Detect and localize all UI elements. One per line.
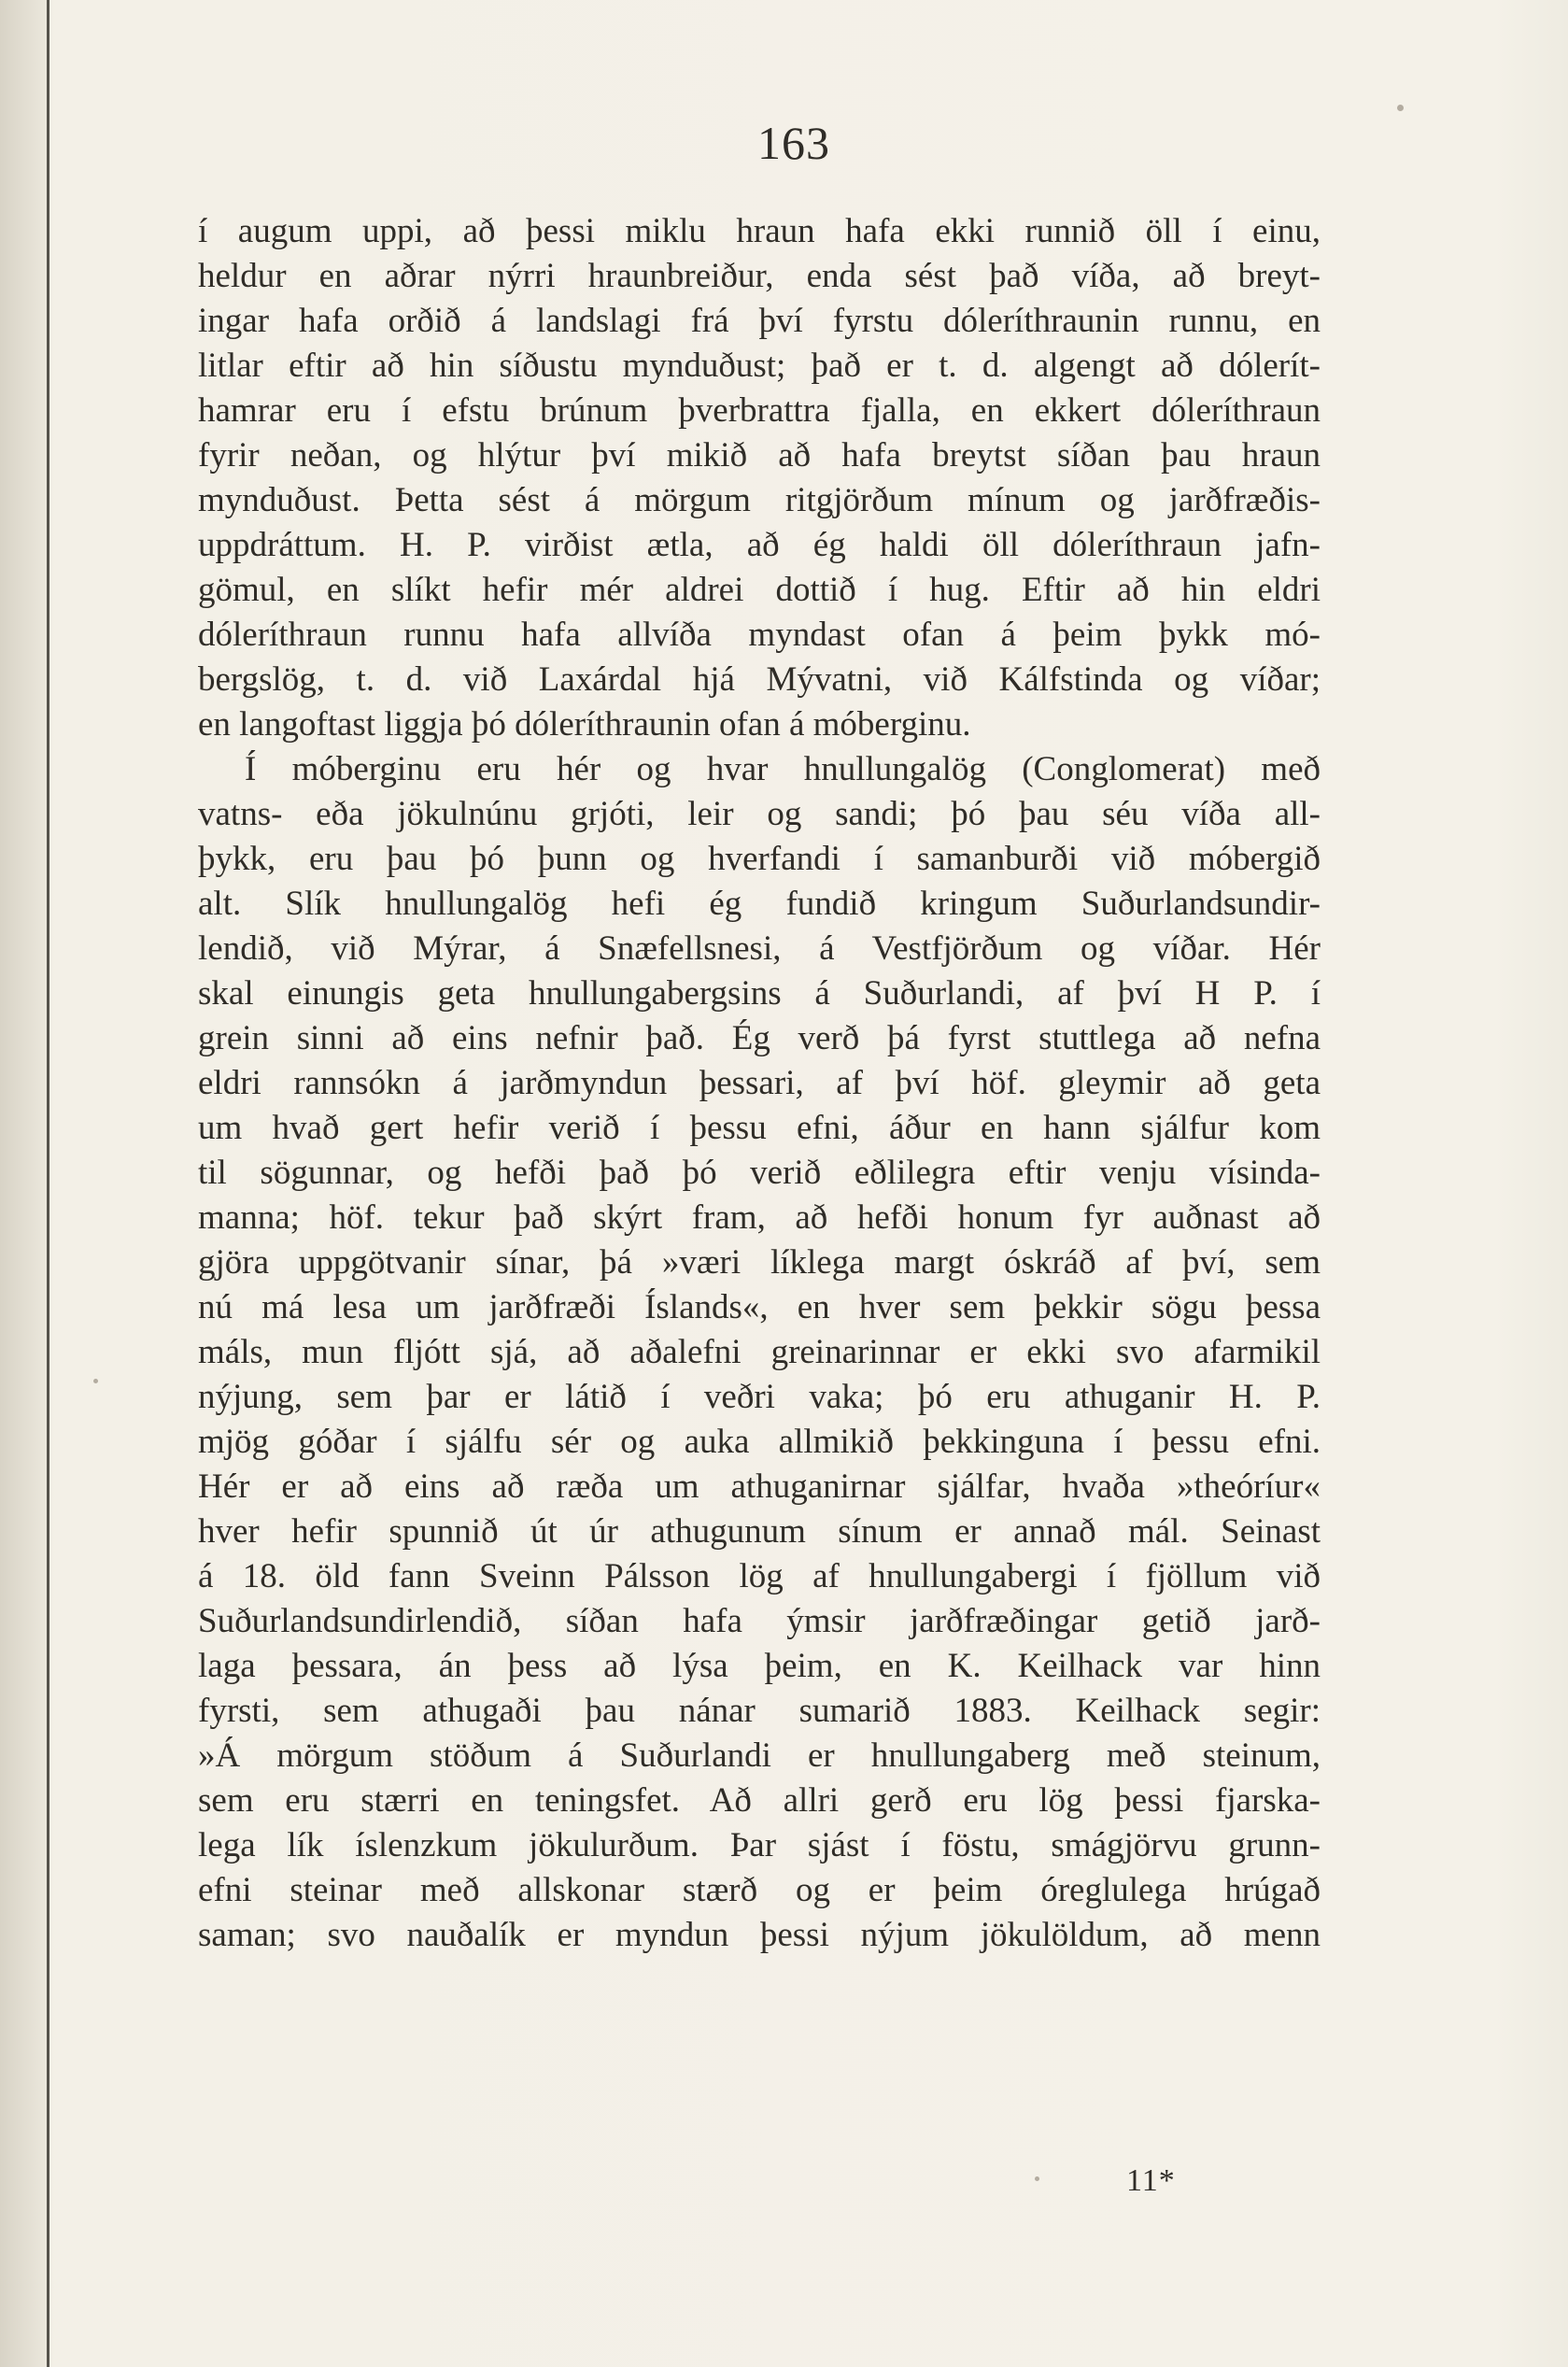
text-line: vatns- eða jökulnúnu grjóti, leir og sandi; þó þau séu víða all- bbox=[198, 795, 1321, 833]
text-line: mynduðust. Þetta sést á mörgum ritgjörðum mínum og jarðfræðis- bbox=[198, 481, 1321, 519]
paper-speck bbox=[1035, 2176, 1039, 2181]
text-line: grein sinni að eins nefnir það. Ég verð þá fyrst stuttlega að nefna bbox=[198, 1019, 1321, 1057]
text-line: fyrsti, sem athugaði þau nánar sumarið 1883. Keilhack segir: bbox=[198, 1692, 1321, 1730]
text-line: hver hefir spunnið út úr athugunum sínum er annað mál. Seinast bbox=[198, 1512, 1321, 1551]
text-line-paragraph-end: en langoftast liggja þó dóleríthraunin ofan á móberginu. bbox=[198, 705, 971, 744]
text-line: gömul, en slíkt hefir mér aldrei dottið í hug. Eftir að hin eldri bbox=[198, 571, 1321, 609]
text-line-paragraph-start: Í móberginu eru hér og hvar hnullungalög (Conglomerat) með bbox=[245, 750, 1321, 788]
text-line: sem eru stærri en teningsfet. Að allri gerð eru lög þessi fjarska- bbox=[198, 1781, 1321, 1820]
text-line: »Á mörgum stöðum á Suðurlandi er hnullungaberg með steinum, bbox=[198, 1736, 1321, 1775]
text-line: lendið, við Mýrar, á Snæfellsnesi, á Vestfjörðum og víðar. Hér bbox=[198, 929, 1321, 968]
text-line: Suðurlandsundirlendið, síðan hafa ýmsir jarðfræðingar getið jarð- bbox=[198, 1602, 1321, 1640]
text-line: ingar hafa orðið á landslagi frá því fyrstu dóleríthraunin runnu, en bbox=[198, 302, 1321, 340]
text-line: manna; höf. tekur það skýrt fram, að hefði honum fyr auðnast að bbox=[198, 1198, 1321, 1237]
signature-mark: 11* bbox=[1126, 2163, 1176, 2198]
text-line: litlar eftir að hin síðustu mynduðust; það er t. d. algengt að dólerít- bbox=[198, 347, 1321, 385]
text-line: uppdráttum. H. P. virðist ætla, að ég haldi öll dóleríthraun jafn- bbox=[198, 526, 1321, 564]
text-line: skal einungis geta hnullungabergsins á Suðurlandi, af því H P. í bbox=[198, 974, 1321, 1013]
binding-edge bbox=[47, 0, 49, 2367]
text-line: um hvað gert hefir verið í þessu efni, áður en hann sjálfur kom bbox=[198, 1109, 1321, 1147]
text-line: saman; svo nauðalík er myndun þessi nýjum jökulöldum, að menn bbox=[198, 1916, 1321, 1954]
body-text bbox=[198, 209, 1321, 1958]
text-line: hamrar eru í efstu brúnum þverbrattra fjalla, en ekkert dóleríthraun bbox=[198, 391, 1321, 430]
text-line: lega lík íslenzkum jökulurðum. Þar sjást í föstu, smágjörvu grunn- bbox=[198, 1826, 1321, 1864]
paper-speck bbox=[1397, 105, 1404, 111]
text-line: eldri rannsókn á jarðmyndun þessari, af því höf. gleymir að geta bbox=[198, 1064, 1321, 1102]
text-line: laga þessara, án þess að lýsa þeim, en K. Keilhack var hinn bbox=[198, 1647, 1321, 1685]
text-line: Hér er að eins að ræða um athuganirnar sjálfar, hvaða »theóríur« bbox=[198, 1467, 1321, 1506]
text-line: nýjung, sem þar er látið í veðri vaka; þó eru athuganir H. P. bbox=[198, 1378, 1321, 1416]
text-line: til sögunnar, og hefði það þó verið eðlilegra eftir venju vísinda- bbox=[198, 1154, 1321, 1192]
text-line: dóleríthraun runnu hafa allvíða myndast ofan á þeim þykk mó- bbox=[198, 616, 1321, 654]
text-line: nú má lesa um jarðfræði Íslands«, en hver sem þekkir sögu þessa bbox=[198, 1288, 1321, 1326]
text-line: í augum uppi, að þessi miklu hraun hafa ekki runnið öll í einu, bbox=[198, 212, 1321, 250]
text-line: mjög góðar í sjálfu sér og auka allmikið þekkinguna í þessu efni. bbox=[198, 1423, 1321, 1461]
page-number: 163 bbox=[757, 117, 830, 169]
text-line: gjöra uppgötvanir sínar, þá »væri líklega margt óskráð af því, sem bbox=[198, 1243, 1321, 1282]
text-line: bergslög, t. d. við Laxárdal hjá Mývatni, við Kálfstinda og víðar; bbox=[198, 660, 1321, 699]
binding-shadow bbox=[0, 0, 47, 2367]
paper-speck bbox=[93, 1379, 98, 1383]
text-line: efni steinar með allskonar stærð og er þeim óreglulega hrúgað bbox=[198, 1871, 1321, 1909]
text-line: heldur en aðrar nýrri hraunbreiður, enda sést það víða, að breyt- bbox=[198, 257, 1321, 295]
text-line: fyrir neðan, og hlýtur því mikið að hafa breytst síðan þau hraun bbox=[198, 436, 1321, 475]
text-line: máls, mun fljótt sjá, að aðalefni greinarinnar er ekki svo afarmikil bbox=[198, 1333, 1321, 1371]
text-line: alt. Slík hnullungalög hefi ég fundið kringum Suðurlandsundir- bbox=[198, 885, 1321, 923]
text-line: þykk, eru þau þó þunn og hverfandi í samanburði við móbergið bbox=[198, 840, 1321, 878]
text-line: á 18. öld fann Sveinn Pálsson lög af hnullungabergi í fjöllum við bbox=[198, 1557, 1321, 1595]
